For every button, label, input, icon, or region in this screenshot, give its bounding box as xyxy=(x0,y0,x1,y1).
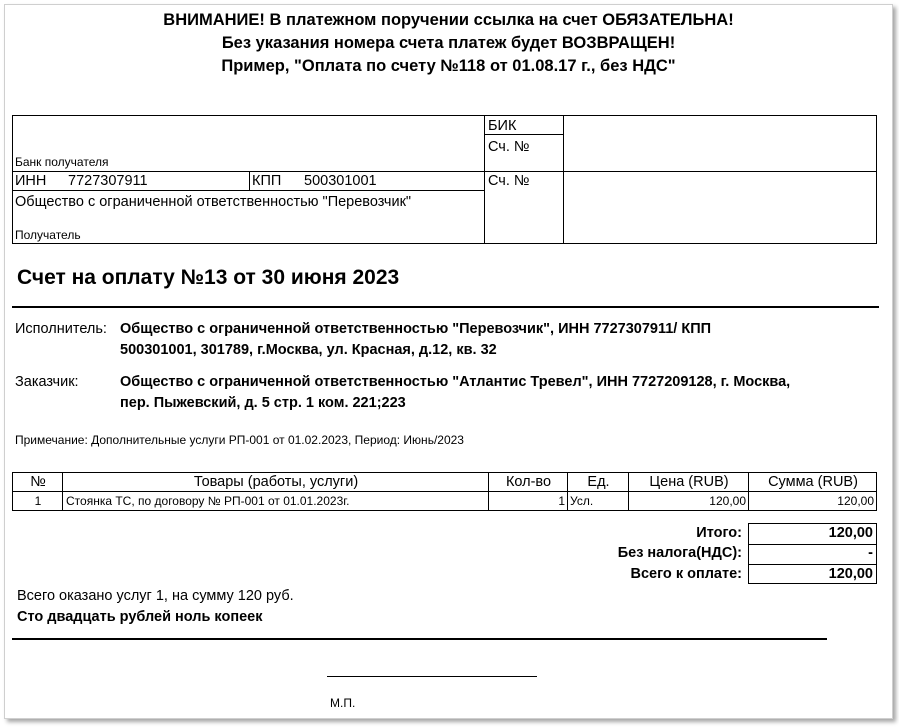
row-number: 1 xyxy=(34,494,42,508)
summary-amount-in-words: Сто двадцать рублей ноль копеек xyxy=(17,609,263,625)
customer-line-2: пер. Пыжевский, д. 5 стр. 1 ком. 221;223 xyxy=(120,395,406,411)
vat-label: Без налога(НДС): xyxy=(617,545,742,561)
row-price: 120,00 xyxy=(709,494,746,508)
invoice-title: Счет на оплату №13 от 30 июня 2023 xyxy=(17,266,400,289)
col-header-qty: Кол-во xyxy=(505,474,552,490)
account-label-1: Сч. № xyxy=(488,139,530,155)
note: Примечание: Дополнительные услуги РП-001 от 01.02.2023, Период: Июнь/2023 xyxy=(15,433,464,447)
customer-label: Заказчик: xyxy=(15,374,79,390)
recipient-name: Общество с ограниченной ответственностью "Перевозчик" xyxy=(15,194,412,210)
row-unit: Усл. xyxy=(570,494,594,508)
executor-label: Исполнитель: xyxy=(15,321,107,337)
customer-line-1: Общество с ограниченной ответственностью "Атлантис Тревел", ИНН 7727209128, г. Москва, xyxy=(120,374,791,390)
col-header-goods: Товары (работы, услуги) xyxy=(193,474,359,490)
account-label-2: Сч. № xyxy=(488,173,530,189)
row-goods: Стоянка ТС, по договору № РП-001 от 01.01.2023г. xyxy=(66,494,350,508)
due-label: Всего к оплате: xyxy=(630,566,742,582)
bank-label: Банк получателя xyxy=(15,155,109,169)
kpp-value: 500301001 xyxy=(304,173,377,189)
warning-line-1: ВНИМАНИЕ! В платежном поручении ссылка на счет ОБЯЗАТЕЛЬНА! xyxy=(163,11,734,29)
bik-label: БИК xyxy=(488,118,517,134)
due-value: 120,00 xyxy=(828,566,873,582)
col-header-sum: Сумма (RUB) xyxy=(768,474,858,490)
col-header-number: № xyxy=(30,474,46,490)
stamp-label: М.П. xyxy=(330,696,356,710)
total-label: Итого: xyxy=(696,525,742,541)
summary-line-1: Всего оказано услуг 1, на сумму 120 руб. xyxy=(17,588,294,604)
executor-line-2: 500301001, 301789, г.Москва, ул. Красная, д.12, кв. 32 xyxy=(120,342,497,358)
kpp-label: КПП xyxy=(252,173,282,189)
invoice-page xyxy=(4,4,893,719)
warning-line-3: Пример, "Оплата по счету №118 от 01.08.17 г., без НДС" xyxy=(221,57,676,75)
row-qty: 1 xyxy=(558,494,565,508)
col-header-price: Цена (RUB) xyxy=(649,474,729,490)
warning-line-2: Без указания номера счета платеж будет ВОЗВРАЩЕН! xyxy=(221,34,676,52)
total-value: 120,00 xyxy=(828,525,873,541)
inn-value: 7727307911 xyxy=(68,173,148,189)
row-sum: 120,00 xyxy=(837,494,874,508)
vat-value: - xyxy=(868,545,873,561)
executor-line-1: Общество с ограниченной ответственностью "Перевозчик", ИНН 7727307911/ КПП xyxy=(120,321,712,337)
col-header-unit: Ед. xyxy=(587,474,610,490)
inn-label: ИНН xyxy=(15,173,47,189)
recipient-label: Получатель xyxy=(15,228,81,242)
